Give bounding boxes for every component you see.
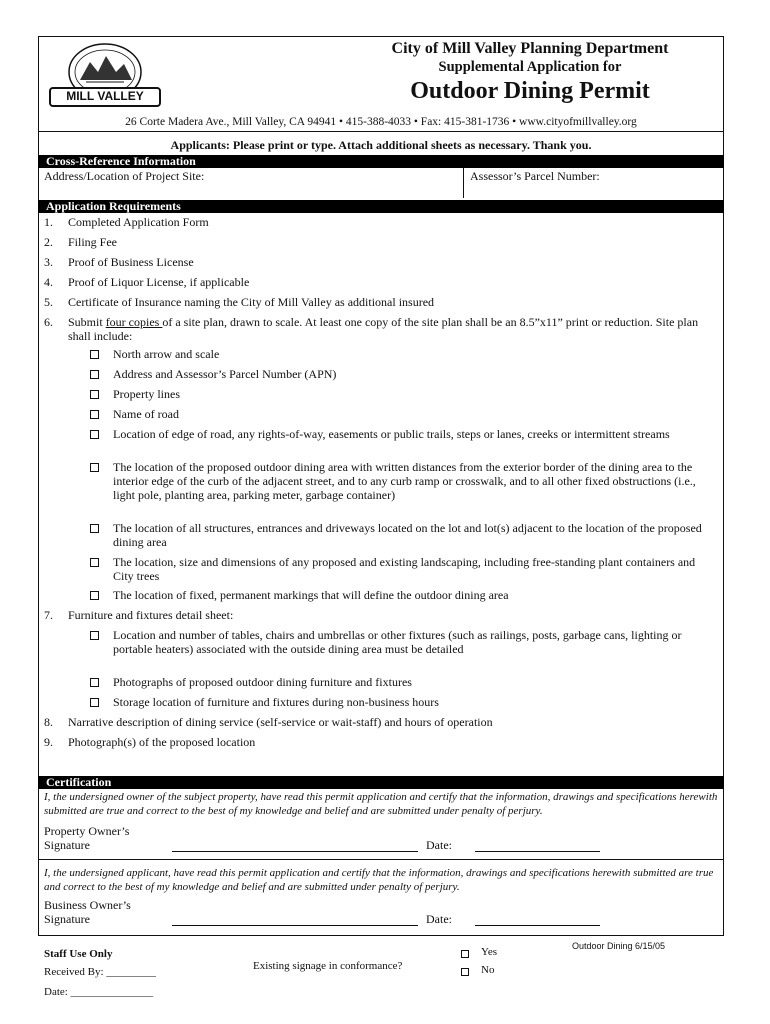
checkbox-icon[interactable]	[90, 524, 99, 533]
four-copies-text: four copies	[105, 315, 163, 329]
checkbox-icon[interactable]	[90, 591, 99, 600]
item-number: 9.	[44, 735, 53, 749]
site-plan-item: The location, size and dimensions of any proposed and existing landscaping, including free-standing plant containers and City trees	[113, 555, 696, 583]
signature-label: Signature	[44, 912, 90, 926]
item-number: 7.	[44, 608, 53, 622]
requirement-item: Proof of Liquor License, if applicable	[68, 275, 250, 289]
owner-date-line[interactable]	[475, 851, 600, 852]
site-plan-item: Property lines	[113, 387, 180, 401]
furniture-item: Location and number of tables, chairs and umbrellas or other fixtures (such as railings, posts, garbage cans, lighting or portable heaters) associated with the outside dining area must be detailed	[113, 628, 682, 656]
item-number: 8.	[44, 715, 53, 729]
address-label: Address/Location of Project Site:	[44, 169, 205, 183]
no-label: No	[481, 964, 495, 976]
checkbox-icon[interactable]	[90, 558, 99, 567]
checkbox-icon[interactable]	[90, 410, 99, 419]
signature-label: Signature	[44, 838, 90, 852]
cell-divider	[463, 168, 464, 198]
section-header-certification: Certification	[38, 776, 724, 789]
checkbox-icon[interactable]	[90, 698, 99, 707]
item-number: 1.	[44, 215, 53, 229]
requirement-item: Furniture and fixtures detail sheet:	[68, 608, 234, 622]
contact-address: 26 Corte Madera Ave., Mill Valley, CA 94941 • 415-388-4033 • Fax: 415-381-1736 • www.cityofmillvalley.org	[125, 116, 637, 128]
address-field[interactable]	[44, 182, 459, 196]
checkbox-icon[interactable]	[90, 390, 99, 399]
form-title: Outdoor Dining Permit	[410, 78, 650, 104]
applicant-certification-text: I, the undersigned applicant, have read this permit application and certify that the information, drawings and specifications herewith submitted are true and correct to the best of my knowledge and belief and are submitted under penalty of perjury.	[44, 867, 714, 893]
requirement-item: Narrative description of dining service (self-service or wait-staff) and hours of operation	[68, 715, 493, 729]
checkbox-icon[interactable]	[90, 631, 99, 640]
divider	[38, 131, 724, 132]
site-plan-text: Submit	[68, 315, 106, 329]
site-plan-item: Name of road	[113, 407, 179, 421]
requirement-item: Photograph(s) of the proposed location	[68, 735, 256, 749]
date-label: Date:	[426, 838, 452, 852]
logo-text: MILL VALLEY	[66, 89, 144, 103]
apn-label: Assessor’s Parcel Number:	[470, 169, 600, 183]
yes-label: Yes	[481, 946, 498, 958]
checkbox-icon[interactable]	[90, 370, 99, 379]
applicant-note: Applicants: Please print or type. Attach additional sheets as necessary. Thank you.	[170, 138, 592, 152]
requirement-item: Completed Application Form	[68, 215, 209, 229]
staff-use-title: Staff Use Only	[44, 948, 113, 960]
item-number: 3.	[44, 255, 53, 269]
owner-label: Property Owner’s	[44, 824, 130, 838]
item-number: 6.	[44, 315, 53, 329]
date-label: Date:	[426, 912, 452, 926]
requirement-item: Proof of Business License	[68, 255, 194, 269]
owner-signature-line[interactable]	[172, 851, 418, 852]
department-name: City of Mill Valley Planning Department	[391, 40, 669, 57]
business-date-line[interactable]	[475, 925, 600, 926]
site-plan-item: North arrow and scale	[113, 347, 220, 361]
site-plan-item: The location of the proposed outdoor dining area with written distances from the exterior border of the dining area to the interior edge of the curb of the adjacent street, and to any curb ramp or crosswalk, and to all other fixed obstructions (i.e., light pole, planting area, parking meter, garbage container)	[113, 460, 696, 502]
business-owner-label: Business Owner’s	[44, 898, 131, 912]
furniture-item: Photographs of proposed outdoor dining furniture and fixtures	[113, 675, 412, 689]
yes-checkbox[interactable]	[461, 950, 469, 958]
mill-valley-logo	[46, 42, 164, 110]
item-number: 4.	[44, 275, 53, 289]
form-version: Outdoor Dining 6/15/05	[572, 941, 666, 951]
site-plan-item: Location of edge of road, any rights-of-way, easements or public trails, steps or lanes, creeks or intermittent streams	[113, 427, 670, 441]
received-by: Received By: _________	[44, 966, 156, 978]
owner-certification-text: I, the undersigned owner of the subject property, have read this permit application and certify that the information, drawings and specifications herewith submitted are true and correct to the best of my knowledge and belief and are submitted under penalty of perjury.	[44, 791, 718, 817]
no-checkbox[interactable]	[461, 968, 469, 976]
item-number: 5.	[44, 295, 53, 309]
section-header-requirements: Application Requirements	[38, 200, 724, 213]
checkbox-icon[interactable]	[90, 430, 99, 439]
business-signature-line[interactable]	[172, 925, 418, 926]
requirement-item-site-plan	[68, 315, 718, 343]
site-plan-item: Address and Assessor’s Parcel Number (APN)	[113, 367, 337, 381]
requirement-item: Filing Fee	[68, 235, 118, 249]
apn-field[interactable]	[470, 182, 718, 196]
staff-date: Date: _______________	[44, 986, 154, 998]
checkbox-icon[interactable]	[90, 678, 99, 687]
signage-question: Existing signage in conformance?	[253, 960, 403, 972]
subtitle: Supplemental Application for	[438, 59, 622, 75]
site-plan-item: The location of fixed, permanent markings that will define the outdoor dining area	[113, 588, 509, 602]
furniture-item: Storage location of furniture and fixtures during non-business hours	[113, 695, 439, 709]
checkbox-icon[interactable]	[90, 350, 99, 359]
divider	[38, 859, 724, 860]
checkbox-icon[interactable]	[90, 463, 99, 472]
site-plan-item: The location of all structures, entrances and driveways located on the lot and lot(s) adjacent to the location of the proposed dining area	[113, 521, 702, 549]
site-plan-text: of a site plan, drawn to scale. At least one copy of the site plan shall be an 8.5”x11” print or reduction. Site plan shall include:	[68, 315, 699, 343]
section-header-crossref: Cross-Reference Information	[38, 155, 724, 168]
requirement-item: Certificate of Insurance naming the City of Mill Valley as additional insured	[68, 295, 435, 309]
item-number: 2.	[44, 235, 53, 249]
